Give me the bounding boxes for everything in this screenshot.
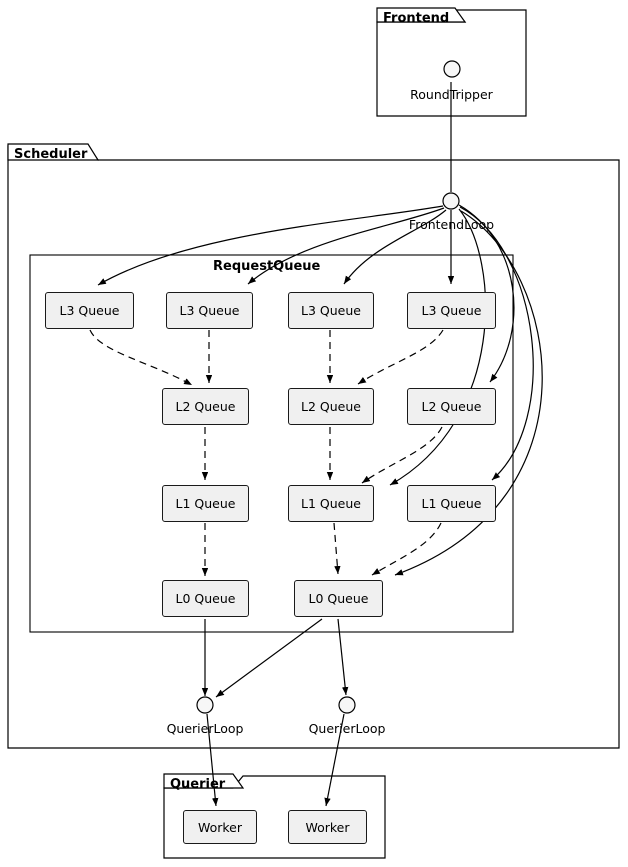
l1-queue-3-node[interactable]: L1 Queue — [407, 485, 496, 522]
l1-queue-2-node[interactable]: L1 Queue — [288, 485, 374, 522]
frontend-loop-interface-icon — [443, 193, 459, 209]
scheduler-package-label: Scheduler — [14, 147, 88, 162]
round-tripper-interface-icon — [443, 60, 461, 78]
frontend-loop-label: FrontendLoop — [408, 217, 495, 232]
l2-queue-3-node[interactable]: L2 Queue — [407, 388, 496, 425]
l0-queue-2-node[interactable]: L0 Queue — [294, 580, 383, 617]
l2-queue-2-node[interactable]: L2 Queue — [288, 388, 374, 425]
l1-queue-1-node[interactable]: L1 Queue — [162, 485, 249, 522]
worker-2-component[interactable]: Worker — [288, 810, 367, 844]
worker-1-component[interactable]: Worker — [183, 810, 257, 844]
frontend-package-label: Frontend — [383, 11, 450, 26]
round-tripper-component[interactable]: RoundTripper — [410, 86, 493, 102]
l3-queue-2-node[interactable]: L3 Queue — [166, 292, 253, 329]
querier-package-label: Querier — [170, 777, 226, 792]
querier-loop-1-interface-icon — [197, 697, 213, 713]
querier-loop-2-label: QuerierLoop — [308, 721, 386, 736]
l3-queue-3-node[interactable]: L3 Queue — [288, 292, 374, 329]
querier-loop-1-label: QuerierLoop — [166, 721, 244, 736]
request-queue-group-label: RequestQueue — [213, 259, 321, 274]
l3-queue-4-node[interactable]: L3 Queue — [407, 292, 496, 329]
l2-queue-1-node[interactable]: L2 Queue — [162, 388, 249, 425]
l0-queue-1-node[interactable]: L0 Queue — [162, 580, 249, 617]
l3-queue-1-node[interactable]: L3 Queue — [45, 292, 134, 329]
querier-loop-2-interface-icon — [339, 697, 355, 713]
